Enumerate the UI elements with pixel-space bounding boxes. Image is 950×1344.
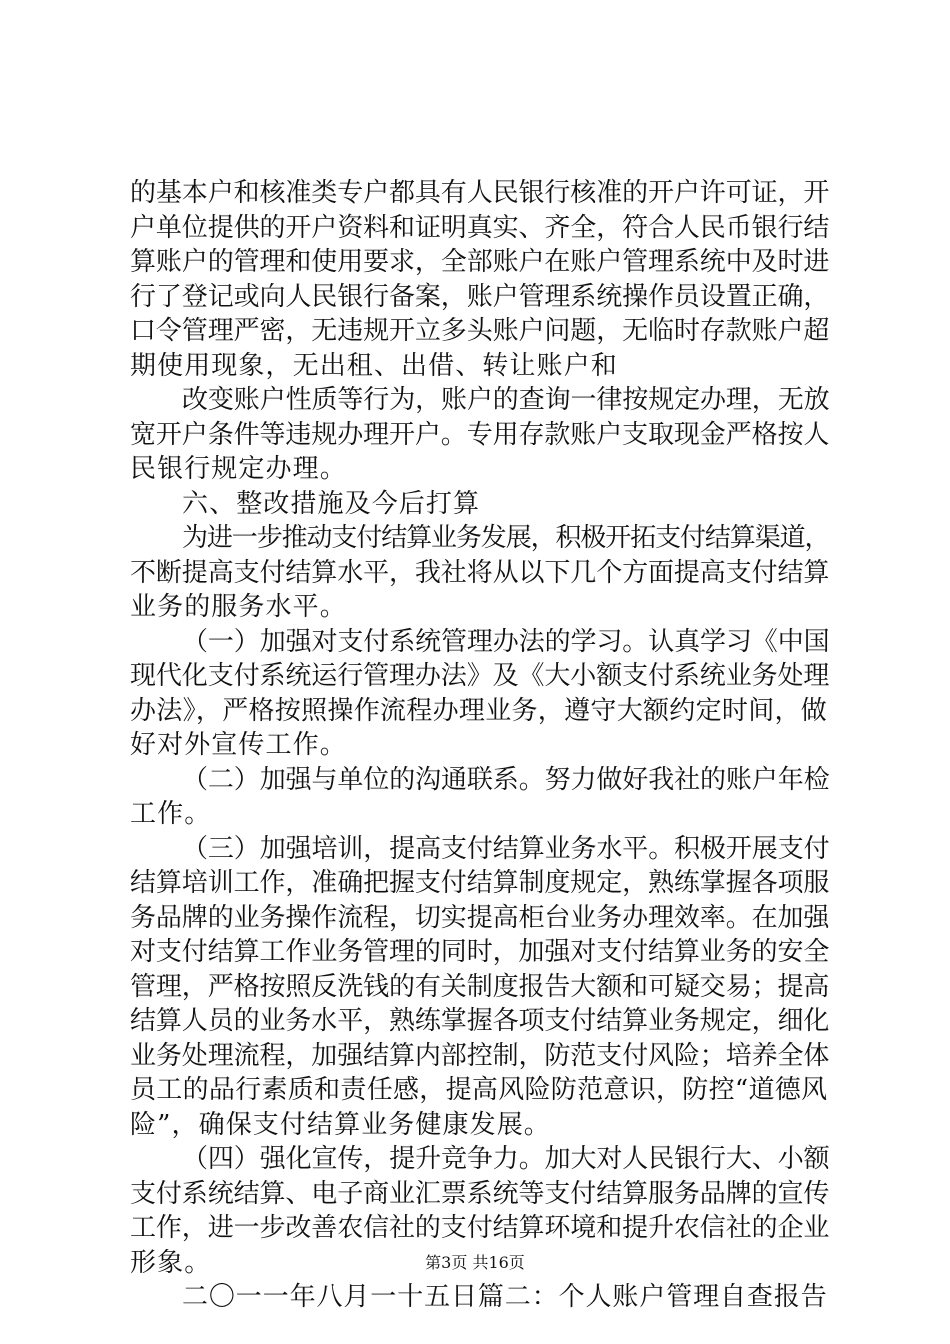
text-line: 险”，确保支付结算业务健康发展。 bbox=[130, 1109, 551, 1140]
text-line: （二）加强与单位的沟通联系。努力做好我社的账户年检 bbox=[182, 764, 830, 795]
text-line: 口令管理严密，无违规开立多头账户问题，无临时存款账户超 bbox=[130, 316, 830, 346]
text-line: 结算培训工作，准确把握支付结算制度规定，熟练掌握各项服 bbox=[130, 868, 830, 898]
text-line: 结算人员的业务水平，熟练掌握各项支付结算业务规定，细化 bbox=[130, 1006, 830, 1036]
text-line: 算账户的管理和使用要求，全部账户在账户管理系统中及时进 bbox=[130, 247, 830, 277]
text-line: 户单位提供的开户资料和证明真实、齐全，符合人民币银行结 bbox=[130, 212, 830, 243]
text-line: 改变账户性质等行为，账户的查询一律按规定办理，无放 bbox=[182, 385, 830, 415]
text-line: 办法》，严格按照操作流程办理业务，遵守大额约定时间，做 bbox=[130, 695, 828, 726]
text-line: 宽开户条件等违规办理开户。专用存款账户支取现金严格按人 bbox=[130, 419, 830, 450]
text-line: （三）加强培训，提高支付结算业务水平。积极开展支付 bbox=[182, 833, 830, 864]
text-line: 二〇一一年八月一十五日篇二：个人账户管理自查报告 bbox=[182, 1282, 828, 1312]
text-line: 行了登记或向人民银行备案，账户管理系统操作员设置正确， bbox=[130, 281, 830, 312]
text-line: 员工的品行素质和责任感，提高风险防范意识，防控“道德风 bbox=[130, 1075, 828, 1105]
text-line: 务品牌的业务操作流程，切实提高柜台业务办理效率。在加强 bbox=[130, 902, 830, 933]
text-line: 期使用现象，无出租、出借、转让账户和 bbox=[130, 350, 618, 381]
text-line: 现代化支付系统运行管理办法》及《大小额支付系统业务处理 bbox=[130, 661, 830, 691]
text-line: 民银行规定办理。 bbox=[130, 454, 347, 484]
text-line: （一）加强对支付系统管理办法的学习。认真学习《中国 bbox=[182, 626, 830, 657]
text-line: 不断提高支付结算水平，我社将从以下几个方面提高支付结算 bbox=[130, 557, 830, 588]
text-line: 工作，进一步改善农信社的支付结算环境和提升农信社的企业 bbox=[130, 1213, 830, 1243]
text-line: 工作。 bbox=[130, 799, 212, 829]
text-line: 管理，严格按照反洗钱的有关制度报告大额和可疑交易；提高 bbox=[130, 971, 830, 1002]
text-line: 好对外宣传工作。 bbox=[130, 730, 347, 760]
text-line: 业务处理流程，加强结算内部控制，防范支付风险；培养全体 bbox=[130, 1040, 830, 1071]
text-line: 为进一步推动支付结算业务发展，积极开拓支付结算渠道， bbox=[182, 523, 830, 553]
document-body bbox=[130, 176, 830, 1315]
text-line: 对支付结算工作业务管理的同时，加强对支付结算业务的安全 bbox=[130, 937, 830, 967]
text-line: （四）强化宣传，提升竞争力。加大对人民银行大、小额 bbox=[182, 1144, 830, 1174]
text-line: 六、整改措施及今后打算 bbox=[182, 488, 481, 519]
text-line: 的基本户和核准类专户都具有人民银行核准的开户许可证，开 bbox=[130, 178, 830, 208]
page-footer: 第3页 共16页 bbox=[425, 1253, 525, 1272]
text-line: 支付系统结算、电子商业汇票系统等支付结算服务品牌的宣传 bbox=[130, 1178, 830, 1209]
text-line: 形象。 bbox=[130, 1247, 212, 1278]
text-line: 业务的服务水平。 bbox=[130, 592, 347, 622]
